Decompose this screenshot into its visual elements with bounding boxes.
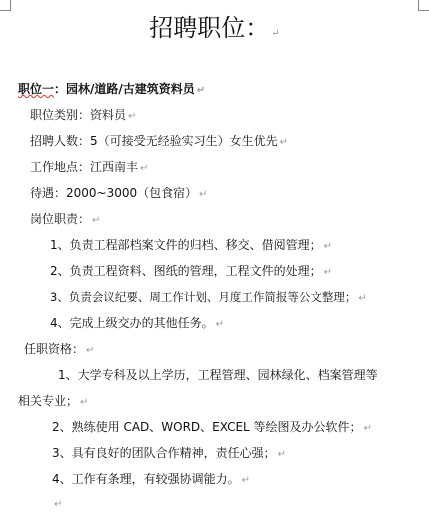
requirement-item: 4、工作有条理，有较强协调能力。 ↵ [52,472,251,486]
duty-item: 3、负责会议纪要、周工作计划、月度工作简报等公文整理； ↵ [50,290,367,304]
page-corner-mark-left [0,0,11,11]
duties-label: 岗位职责： ↵ [30,212,101,226]
requirements-label: 任职资格： ↵ [24,342,95,356]
requirement-item: 2、熟练使用 CAD、WORD、EXCEL 等绘图及办公软件； ↵ [52,420,372,434]
requirement-item-continuation: 相关专业； ↵ [18,394,89,408]
job-category: 职位类别：资料员 ↵ [30,108,137,122]
empty-paragraph: ↵ [54,499,63,510]
requirement-item: 1、大学专科及以上学历，工程管理、园林绿化、档案管理等 [58,368,378,382]
position-heading: 职位一：园林/道路/古建筑资料员 ↵ [18,82,206,96]
headcount: 招聘人数：5（可接受无经验实习生）女生优先 ↵ [30,134,289,148]
duty-item: 1、负责工程部档案文件的归档、移交、借阅管理； ↵ [50,238,333,252]
requirement-item: 3、具有良好的团队合作精神，责任心强； ↵ [52,446,287,460]
work-location: 工作地点：江西南丰 ↵ [30,160,149,174]
duty-item: 4、完成上级交办的其他任务。 ↵ [50,316,225,330]
page-corner-mark-right [418,0,429,11]
document-title: 招聘职位： ↵ [149,14,280,42]
salary: 待遇：2000~3000（包食宿） ↵ [30,186,208,200]
duty-item: 2、负责工程资料、图纸的管理，工程文件的处理； ↵ [50,264,333,278]
